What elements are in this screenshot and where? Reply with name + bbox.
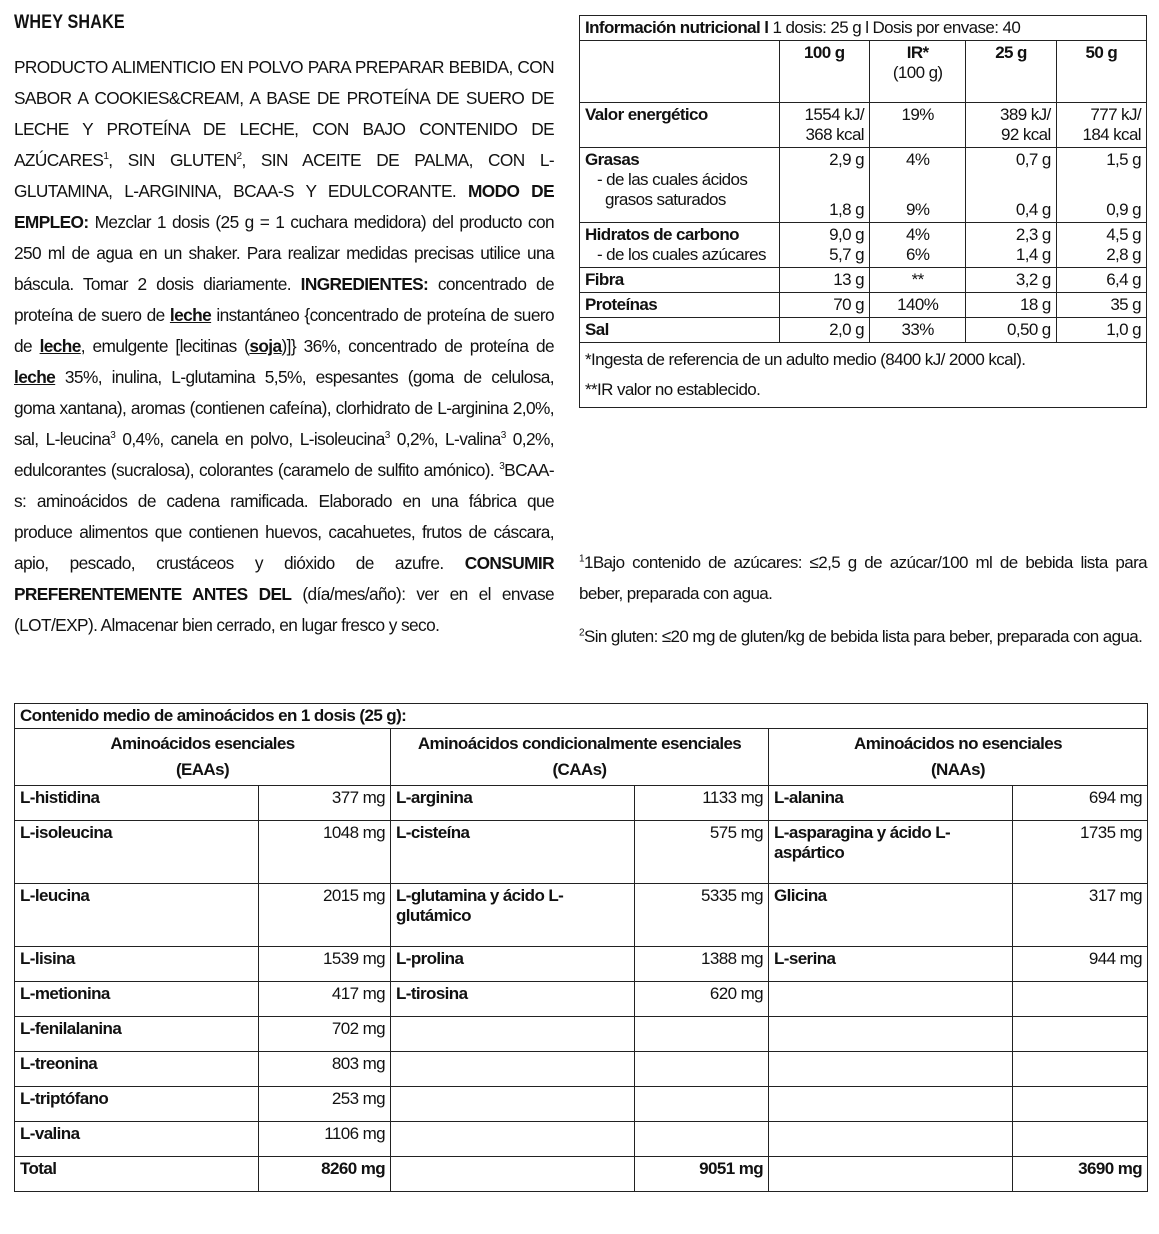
table-row	[15, 1052, 1148, 1087]
table-row	[15, 1122, 1148, 1157]
fiber-100g: 13 g	[779, 268, 869, 293]
row-protein	[580, 293, 1147, 318]
desc-text: PRODUCTO ALIMENTICIO EN POLVO PARA PREPARAR BEBIDA, CON SABOR A COOKIES&CREAM, A BASE DE PROTEÍNA DE SUERO DE LECHE Y PROTEÍNA DE LECHE, CON BAJO CONTENIDO DE AZÚCARES	[14, 57, 554, 170]
ingredients-text: , emulgente [lecitinas (	[80, 336, 250, 356]
ingredients-text: 0,2%, edulcorantes (sucralosa), colorantes (caramelo de sulfito amónico).	[14, 429, 554, 480]
caa-value	[635, 1087, 769, 1122]
nutrition-notes-row	[580, 343, 1147, 408]
eaa-name: L-isoleucina	[15, 821, 259, 884]
fiber-25g: 3,2 g	[966, 268, 1056, 293]
col-100g: 100 g	[779, 41, 869, 103]
amino-acid-table	[14, 703, 1148, 1192]
usage-label: MODO DE EMPLEO:	[14, 181, 554, 232]
sat-100g-val: 1,8 g	[829, 200, 864, 219]
caa-value	[635, 1052, 769, 1087]
nutrition-header-row	[580, 41, 1147, 103]
col-ir-sub: (100 g)	[892, 63, 943, 82]
empty-cell	[769, 1157, 1013, 1192]
sugar-100g-val: 5,7 g	[829, 245, 864, 264]
salt-100g: 2,0 g	[779, 318, 869, 343]
naa-value	[1013, 1122, 1148, 1157]
row-salt	[580, 318, 1147, 343]
naa-header-abbr: (NAAs)	[930, 760, 985, 779]
naa-value: 317 mg	[1013, 884, 1148, 947]
energy-100g	[779, 103, 869, 148]
storage-text: (día/mes/año): ver en el envase (LOT/EXP). Almacenar bien cerrado, en lugar fresco y seco.	[14, 584, 554, 635]
naa-name: L-serina	[769, 947, 1013, 982]
sat-50g-val: 0,9 g	[1106, 200, 1141, 219]
eaa-name: L-triptófano	[15, 1087, 259, 1122]
caa-header-label: Aminoácidos condicionalmente esenciales	[417, 734, 742, 753]
eaa-name: L-lisina	[15, 947, 259, 982]
fat-label: Grasas	[585, 150, 640, 169]
naa-name	[769, 1017, 1013, 1052]
fiber-label: Fibra	[580, 268, 780, 293]
fiber-ir: **	[869, 268, 965, 293]
eaa-value: 1048 mg	[259, 821, 391, 884]
caa-header	[391, 729, 769, 786]
empty-cell	[391, 1157, 635, 1192]
fat-25g-val: 0,7 g	[1015, 150, 1051, 169]
footnote-ref: 3	[500, 430, 506, 442]
total-row	[15, 1157, 1148, 1192]
fat-100g	[779, 148, 869, 223]
carb-50g	[1056, 223, 1146, 268]
footnotes	[579, 547, 1147, 664]
naa-header-label: Aminoácidos no esenciales	[854, 734, 1062, 753]
eaa-name: L-leucina	[15, 884, 259, 947]
naa-name: Glicina	[769, 884, 1013, 947]
fat-100g-val: 2,9 g	[829, 150, 864, 169]
sugar-50g-val: 2,8 g	[1106, 245, 1141, 264]
carb-100g	[779, 223, 869, 268]
table-row	[15, 1087, 1148, 1122]
footnote-gluten-text: Sin gluten: ≤20 mg de gluten/kg de bebida lista para beber, preparada con agua.	[583, 627, 1143, 646]
footnote-ref: 2	[236, 151, 242, 163]
naa-value	[1013, 1017, 1148, 1052]
caa-name	[391, 1052, 635, 1087]
caa-name: L-cisteína	[391, 821, 635, 884]
row-carb	[580, 223, 1147, 268]
caa-total: 9051 mg	[635, 1157, 769, 1192]
sugar-ir-val: 6%	[905, 245, 930, 264]
carb-label-cell	[580, 223, 780, 268]
energy-label: Valor energético	[580, 103, 780, 148]
row-energy	[580, 103, 1147, 148]
product-description	[14, 52, 554, 641]
caa-value	[635, 1017, 769, 1052]
caa-value	[635, 1122, 769, 1157]
caa-value: 5335 mg	[635, 884, 769, 947]
footnote-sugar	[579, 547, 1147, 609]
allergen-milk: leche	[14, 367, 56, 387]
ingredients-text: 35%, inulina, L-glutamina 5,5%, espesantes (goma de celulosa, goma xantana), aromas (contienen cafeína), clorhidrato de L-arginina 2,0%, sal, L-leucina	[14, 367, 554, 449]
ingredients-label: INGREDIENTES:	[300, 274, 429, 294]
eaa-value: 803 mg	[259, 1052, 391, 1087]
eaa-value: 702 mg	[259, 1017, 391, 1052]
protein-100g: 70 g	[779, 293, 869, 318]
footnote-number: 1	[579, 553, 584, 565]
ingredients-text: instantáneo {concentrado de proteína de suero de	[14, 305, 554, 356]
amino-title: Contenido medio de aminoácidos en 1 dosis (25 g):	[15, 704, 1148, 729]
fiber-50g: 6,4 g	[1056, 268, 1146, 293]
carb-ir	[869, 223, 965, 268]
footnote-sugar-text: 1Bajo contenido de azúcares: ≤2,5 g de azúcar/100 ml de bebida lista para beber, preparada con agua.	[579, 553, 1147, 603]
eaa-header-abbr: (EAAs)	[175, 760, 230, 779]
naa-value: 694 mg	[1013, 786, 1148, 821]
naa-name	[769, 1122, 1013, 1157]
carb-label: Hidratos de carbono	[585, 225, 739, 244]
energy-50g-kj: 777 kJ/	[1090, 105, 1141, 124]
nutrition-title-bold: Información nutricional l	[585, 18, 769, 37]
carb-25g	[966, 223, 1056, 268]
caa-name	[391, 1122, 635, 1157]
table-row	[15, 982, 1148, 1017]
eaa-value: 1106 mg	[259, 1122, 391, 1157]
energy-50g-kcal: 184 kcal	[1082, 125, 1141, 144]
desc-text: , SIN GLUTEN	[108, 150, 237, 170]
caa-name: L-glutamina y ácido L-glutámico	[391, 884, 635, 947]
fat-label-cell	[580, 148, 780, 223]
naa-value: 944 mg	[1013, 947, 1148, 982]
row-fat	[580, 148, 1147, 223]
footnote-ref: 3	[384, 430, 390, 442]
ingredients-text: 0,2%, L-valina	[389, 429, 501, 449]
table-row	[15, 821, 1148, 884]
usage-text: Mezclar 1 dosis (25 g = 1 cuchara medidora) del producto con 250 ml de agua en un shaker. Para realizar medidas precisas utilice una báscula. Tomar 2 dosis diariamente.	[14, 212, 554, 294]
naa-name: L-alanina	[769, 786, 1013, 821]
caa-value: 620 mg	[635, 982, 769, 1017]
sat-label-1: - de las cuales ácidos	[597, 170, 748, 189]
caa-name: L-prolina	[391, 947, 635, 982]
table-row	[15, 947, 1148, 982]
eaa-value: 1539 mg	[259, 947, 391, 982]
footnote-number: 2	[579, 627, 584, 639]
energy-100g-kj: 1554 kJ/	[804, 105, 864, 124]
eaa-header	[15, 729, 391, 786]
sat-ir-val: 9%	[905, 200, 930, 219]
eaa-total: 8260 mg	[259, 1157, 391, 1192]
naa-value	[1013, 1087, 1148, 1122]
product-name: WHEY SHAKE	[14, 12, 125, 33]
fat-25g	[966, 148, 1056, 223]
eaa-name: L-metionina	[15, 982, 259, 1017]
caa-name: L-arginina	[391, 786, 635, 821]
amino-group-header-row	[15, 729, 1148, 786]
sugar-25g-val: 1,4 g	[1015, 245, 1051, 264]
col-ir	[869, 41, 965, 103]
eaa-name: L-histidina	[15, 786, 259, 821]
protein-25g: 18 g	[966, 293, 1056, 318]
fat-ir	[869, 148, 965, 223]
allergen-soy: soja	[249, 336, 282, 356]
total-label: Total	[15, 1157, 259, 1192]
fat-ir-val: 4%	[905, 150, 930, 169]
salt-ir: 33%	[869, 318, 965, 343]
nutrition-table	[579, 15, 1147, 408]
ingredients-text: BCAA-s: aminoácidos de cadena ramificada. Elaborado en una fábrica que produce alimentos que contienen huevos, cacahuetes, frutos de cáscara, apio, pescado, crustáceos y dióxido de azufre.	[14, 460, 554, 573]
naa-name	[769, 1052, 1013, 1087]
fat-50g-val: 1,5 g	[1106, 150, 1141, 169]
naa-name: L-asparagina y ácido L-aspártico	[769, 821, 1013, 884]
footnote-ref: 3	[110, 430, 116, 442]
col-50g: 50 g	[1056, 41, 1146, 103]
carb-ir-val: 4%	[905, 225, 930, 244]
eaa-value: 377 mg	[259, 786, 391, 821]
col-ir-label: IR*	[906, 43, 929, 62]
naa-value: 1735 mg	[1013, 821, 1148, 884]
caa-value: 575 mg	[635, 821, 769, 884]
naa-value	[1013, 982, 1148, 1017]
desc-text: , SIN ACEITE DE PALMA, CON L-GLUTAMINA, L-ARGININA, BCAA-S Y EDULCORANTE.	[14, 150, 555, 201]
energy-50g	[1056, 103, 1146, 148]
ingredients-text: )]} 36%, concentrado de proteína de	[281, 336, 554, 356]
salt-50g: 1,0 g	[1056, 318, 1146, 343]
note-ir-not-set: **IR valor no establecido.	[585, 380, 761, 399]
footnote-ref: 3	[499, 461, 505, 473]
energy-25g	[966, 103, 1056, 148]
protein-ir: 140%	[869, 293, 965, 318]
sugar-label: - de los cuales azúcares	[597, 245, 766, 264]
eaa-name: L-valina	[15, 1122, 259, 1157]
empty-cell	[580, 41, 780, 103]
table-row	[15, 786, 1148, 821]
table-row	[15, 1017, 1148, 1052]
eaa-value: 417 mg	[259, 982, 391, 1017]
carb-50g-val: 4,5 g	[1106, 225, 1141, 244]
fat-50g	[1056, 148, 1146, 223]
col-25g: 25 g	[966, 41, 1056, 103]
caa-name: L-tirosina	[391, 982, 635, 1017]
ingredients-text: 0,4%, canela en polvo, L-isoleucina	[115, 429, 385, 449]
eaa-name: L-fenilalanina	[15, 1017, 259, 1052]
eaa-header-label: Aminoácidos esenciales	[110, 734, 295, 753]
naa-name	[769, 1087, 1013, 1122]
nutrition-title-rest: 1 dosis: 25 g l Dosis por envase: 40	[768, 18, 1021, 37]
table-row	[15, 884, 1148, 947]
nutrition-title-row	[580, 16, 1147, 41]
salt-25g: 0,50 g	[966, 318, 1056, 343]
nutrition-notes	[580, 343, 1147, 408]
ingredients-text: concentrado de proteína de suero de	[14, 274, 554, 325]
salt-label: Sal	[580, 318, 780, 343]
sat-25g-val: 0,4 g	[1015, 200, 1051, 219]
footnote-gluten	[579, 621, 1147, 652]
caa-name	[391, 1017, 635, 1052]
allergen-milk: leche	[169, 305, 212, 325]
eaa-value: 253 mg	[259, 1087, 391, 1122]
allergen-milk: leche	[39, 336, 81, 356]
energy-100g-kcal: 368 kcal	[805, 125, 864, 144]
naa-value	[1013, 1052, 1148, 1087]
energy-25g-kcal: 92 kcal	[1001, 125, 1051, 144]
caa-value: 1133 mg	[635, 786, 769, 821]
footnote-ref: 1	[103, 151, 109, 163]
eaa-name: L-treonina	[15, 1052, 259, 1087]
naa-header	[769, 729, 1148, 786]
product-text-block	[14, 12, 554, 641]
carb-100g-val: 9,0 g	[829, 225, 864, 244]
naa-total: 3690 mg	[1013, 1157, 1148, 1192]
caa-value: 1388 mg	[635, 947, 769, 982]
best-before-label: CONSUMIR PREFERENTEMENTE ANTES DEL	[14, 553, 554, 604]
eaa-value: 2015 mg	[259, 884, 391, 947]
sat-label-2: grasos saturados	[605, 190, 726, 209]
protein-50g: 35 g	[1056, 293, 1146, 318]
amino-title-row	[15, 704, 1148, 729]
nutrition-title	[580, 16, 1147, 41]
energy-ir: 19%	[869, 103, 965, 148]
caa-header-abbr: (CAAs)	[552, 760, 607, 779]
row-fiber	[580, 268, 1147, 293]
carb-25g-val: 2,3 g	[1015, 225, 1051, 244]
caa-name	[391, 1087, 635, 1122]
note-ir: *Ingesta de referencia de un adulto medio (8400 kJ/ 2000 kcal).	[585, 350, 1026, 369]
naa-name	[769, 982, 1013, 1017]
protein-label: Proteínas	[580, 293, 780, 318]
energy-25g-kj: 389 kJ/	[1000, 105, 1051, 124]
